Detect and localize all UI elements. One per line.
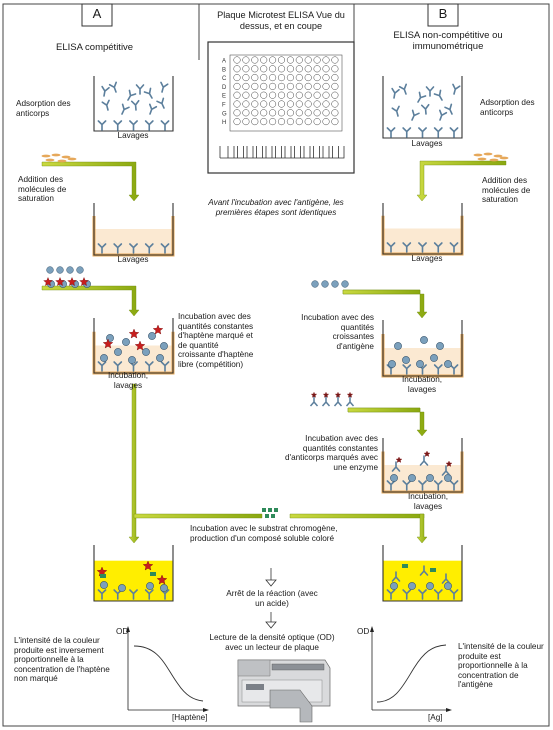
plate-well [278,110,285,117]
antigen-icon [444,474,451,481]
plate-well [269,57,276,64]
plate-well [260,118,267,125]
antigen-icon [122,338,129,345]
plate-row-label: G [222,111,227,118]
antigen-icon [394,342,401,349]
labelled-antibody-icon [323,396,330,406]
antigen-icon [430,354,437,361]
antibody-icon [435,128,442,137]
antigen-legend-icon [312,281,319,288]
antibody-icon [419,128,426,137]
plate-well [305,101,312,108]
plate-well [260,74,267,81]
antigen-icon [100,581,107,588]
antigen-icon [390,582,397,589]
b-well-adsorption [383,76,462,138]
plate-well [314,110,321,117]
plate-well [323,57,330,64]
antibody-icon [98,121,105,130]
panel-b-letter: B [438,6,448,21]
plate-well [314,118,321,125]
saturation-molecule-icon [58,160,67,163]
plate-well [332,57,339,64]
plate-well [314,92,321,99]
plate-well [332,101,339,108]
label-star-icon [335,392,340,397]
labelled-antibody-icon [347,396,354,406]
a-arrow-incubation [42,286,139,316]
plate-row-label: H [222,120,227,127]
plate-well [296,101,303,108]
plate-well [296,66,303,73]
antigen-icon [100,354,107,361]
plate-well [314,57,321,64]
plate-well [252,57,259,64]
antigen-icon [408,582,415,589]
free-antibody-icon [434,90,445,101]
antigen-icon [444,582,451,589]
b-saturation-label: Addition des molécules de saturation [482,176,531,205]
reading-label: Lecture de la densité optique (OD) avec un lecteur de plaque [209,633,335,652]
antigen-icon [160,584,167,591]
saturation-molecule-icon [46,159,55,162]
plate-well [260,66,267,73]
a-arrow-substrate [129,384,139,543]
free-antibody-icon [391,89,399,99]
antigen-icon [388,360,395,367]
graph-b [370,626,452,712]
free-antibody-icon [392,106,401,117]
plate-well [287,101,294,108]
graph-b-curve [377,645,446,702]
graph-b-ylabel: OD [357,627,370,636]
plate-reader-icon [238,660,330,722]
plate-well [278,57,285,64]
saturation-molecule-icon [478,158,487,161]
plate-well [278,101,285,108]
plate-well [269,83,276,90]
antigen-icon [148,332,155,339]
plate-well [296,92,303,99]
b-arrow-enzyme-bar [348,408,420,412]
plate-well [252,74,259,81]
a-incubation-label: Incubation avec des quantités constantes d'haptène marqué et de quantité croissante d'haptène libre (compétition) [178,312,254,369]
graph-a-ylabel: OD [116,627,129,636]
plate-well [323,101,330,108]
antibody-icon [450,128,457,137]
b-well-saturation [383,203,462,254]
free-antibody-icon [400,84,410,95]
plate-well [323,110,330,117]
panel-b-title: ELISA non-compétitive ou immunométrique [393,30,503,52]
antigen-icon [420,336,427,343]
plate-well [305,110,312,117]
plate-well [260,101,267,108]
a-saturation-label: Addition des molécules de saturation [18,175,67,204]
plate-well [243,57,250,64]
a-wash2-label: Lavages [117,255,149,264]
plate-well [314,101,321,108]
substrate-icon [274,508,278,512]
label-star-icon [424,451,430,456]
plate-well [278,118,285,125]
substrate-icon [271,514,275,518]
plate-well [278,74,285,81]
labelled-antibody-icon [311,396,318,406]
plate-well [252,101,259,108]
free-hapten-icon [57,267,64,274]
b-well-enzyme [383,438,462,492]
plate-well [243,101,250,108]
free-antibody-icon [144,88,155,99]
plate-well [234,118,241,125]
plate-well [252,83,259,90]
plate-well [252,92,259,99]
graph-a-curve [134,646,203,701]
plate-well [287,83,294,90]
free-antibody-icon [445,104,455,115]
plate-well [305,57,312,64]
saturation-molecule-icon [490,159,499,162]
plate-well [260,83,267,90]
free-antibody-icon [409,110,419,121]
plate-well [234,74,241,81]
plate-well [287,57,294,64]
plate-well [243,66,250,73]
plate-well [305,74,312,81]
a-well-adsorption [94,76,173,131]
plate-well [305,83,312,90]
free-antibody-icon [437,110,447,121]
plate-well [332,110,339,117]
antigen-icon [114,348,121,355]
plate-well [234,92,241,99]
saturation-molecule-icon [42,155,51,158]
plate-row-label: B [222,67,227,74]
plate-well [234,57,241,64]
antigen-icon [426,582,433,589]
antigen-icon [128,356,135,363]
graph-b-xlabel: [Ag] [428,713,443,722]
plate-well [260,57,267,64]
free-antibody-icon [422,105,430,115]
graph-a [126,626,209,712]
a-incubation-wash-label: Incubation, lavages [107,371,149,390]
substrate-icon [262,508,266,512]
plate-well [332,92,339,99]
b-wash-antigen-label: Incubation, lavages [401,375,443,394]
free-hapten-icon [67,267,74,274]
free-antibody-icon [427,87,434,96]
reading-arrow [266,612,276,628]
plate-well [234,66,241,73]
plate-well [305,118,312,125]
antigen-icon [426,474,433,481]
plate-well [260,110,267,117]
plate-well [278,66,285,73]
saturation-molecule-icon [52,154,61,157]
plate-well [252,66,259,73]
a-adsorption-label: Adsorption des anticorps [16,99,71,118]
b-incubation-antigen-label: Incubation avec des quantités croissantes d'antigène [301,313,374,351]
a-well-saturation [94,203,173,255]
plate-well [252,118,259,125]
plate-well [323,118,330,125]
saturation-molecule-icon [68,158,77,161]
antigen-icon [160,342,167,349]
plate-well [314,74,321,81]
b-well-antigen [383,320,462,376]
plate-well [234,83,241,90]
antigen-icon [146,582,153,589]
panel-a-title: ELISA compétitive [56,42,134,53]
plate-well [296,74,303,81]
plate-well [234,110,241,117]
antibody-icon [130,121,137,130]
free-antibody-icon [101,87,109,97]
plate-well [296,110,303,117]
substrate-icon [265,514,269,518]
plate-well [287,74,294,81]
plate-well [243,110,250,117]
plate-well [243,118,250,125]
plate-row-label: C [222,76,227,83]
free-antibody-icon [119,104,129,115]
substrate-label: Incubation avec le substrat chromogène, production d'un composé soluble coloré [190,524,338,543]
antigen-legend-icon [332,281,339,288]
plate-well [269,110,276,117]
plate-well [332,83,339,90]
label-star-icon [311,392,316,397]
plate-row-label: A [222,58,227,65]
free-antibody-icon [125,90,136,101]
free-antibody-icon [132,101,140,111]
stop-arrow [266,568,276,586]
free-hapten-icon [47,267,54,274]
label-star-icon [396,457,402,462]
plate-well [323,66,330,73]
plate-well [269,118,276,125]
plate-well [287,118,294,125]
plate-row-label: D [222,84,227,91]
labelled-antibody-icon [335,396,342,406]
plate-well [332,66,339,73]
antigen-icon [390,474,397,481]
substrate-connector-b [290,514,424,518]
antibody-icon [146,121,153,130]
antigen-icon [436,342,443,349]
antibody-icon [161,121,168,130]
b-wash1-label: Lavages [411,139,443,148]
plate-well [243,92,250,99]
antigen-legend-icon [322,281,329,288]
substrate-connector-a [134,514,262,518]
stop-label: Arrêt de la réaction (avec un acide) [226,589,318,608]
a-well-incubation [94,318,173,373]
free-antibody-icon [415,92,426,103]
antibody-icon [387,128,394,137]
antigen-icon [402,356,409,363]
saturation-molecule-icon [484,153,493,156]
b-adsorption-label: Adsorption des anticorps [480,98,535,117]
plate-well [287,66,294,73]
antigen-legend-icon [342,281,349,288]
b-arrow-antigen-bar [343,290,420,294]
plate-well [252,110,259,117]
saturation-molecule-icon [500,157,509,160]
free-antibody-icon [159,82,168,93]
free-antibody-icon [421,456,428,465]
plate-well [296,57,303,64]
plate-well [323,74,330,81]
plate-row-label: E [222,93,227,100]
plate-well [296,118,303,125]
free-antibody-icon [110,82,120,93]
plate-well [305,66,312,73]
plate-well [287,92,294,99]
saturation-molecule-icon [474,154,483,157]
plate-well [323,83,330,90]
plate-well [332,74,339,81]
plate-well [269,74,276,81]
plate-well [314,66,321,73]
common-steps-note: Avant l'incubation avec l'antigène, les premières étapes sont identiques [208,198,344,217]
plate-well [234,101,241,108]
antibody-icon [403,128,410,137]
plate-well [323,92,330,99]
a-wash1-label: Lavages [117,131,149,140]
plate-well [287,110,294,117]
b-arrow-substrate [417,514,427,543]
plate-well [269,92,276,99]
free-antibody-icon [147,104,157,115]
b-incubation-enzyme-label: Incubation avec des quantités constantes d'anticorps marqués avec une enzyme [284,434,378,472]
antibody-icon [114,121,121,130]
antigen-icon [156,354,163,361]
plate-title: Plaque Microtest ELISA Vue du dessus, et en coupe [217,10,345,31]
free-antibody-icon [157,98,167,109]
graph-a-xlabel: [Haptène] [172,713,208,722]
plate-well [332,118,339,125]
antigen-icon [444,360,451,367]
plate-well [278,92,285,99]
plate-well [296,83,303,90]
free-hapten-icon [77,267,84,274]
label-star-icon [323,392,328,397]
label-star-icon [129,329,139,338]
plate-well [305,92,312,99]
label-star-icon [153,325,163,334]
b-well-colored [383,545,462,601]
plate-well [314,83,321,90]
free-antibody-icon [137,85,144,94]
microplate [208,42,354,173]
b-wash2-label: Lavages [411,254,443,263]
free-antibody-icon [102,100,111,111]
plate-well [278,83,285,90]
free-antibody-icon [451,84,460,95]
antigen-icon [142,348,149,355]
a-well-colored [94,545,173,601]
plate-well [269,66,276,73]
antigen-icon [408,474,415,481]
plate-well [260,92,267,99]
b-conclusion-label: L'intensité de la couleur produite est proportionnelle à la concentration de l'antigène [458,642,544,690]
plate-well [269,101,276,108]
panel-a-letter: A [92,6,102,21]
b-wash-enzyme-label: Incubation, lavages [407,492,449,511]
label-star-icon [347,392,352,397]
plate-well [243,74,250,81]
a-conclusion-label: L'intensité de la couleur produite est inversement proportionnelle à la concentration de l'haptène non marqué [14,636,110,684]
antigen-icon [118,584,125,591]
plate-row-label: F [222,102,226,109]
substrate-icon [268,508,272,512]
plate-well [243,83,250,90]
antigen-icon [416,360,423,367]
